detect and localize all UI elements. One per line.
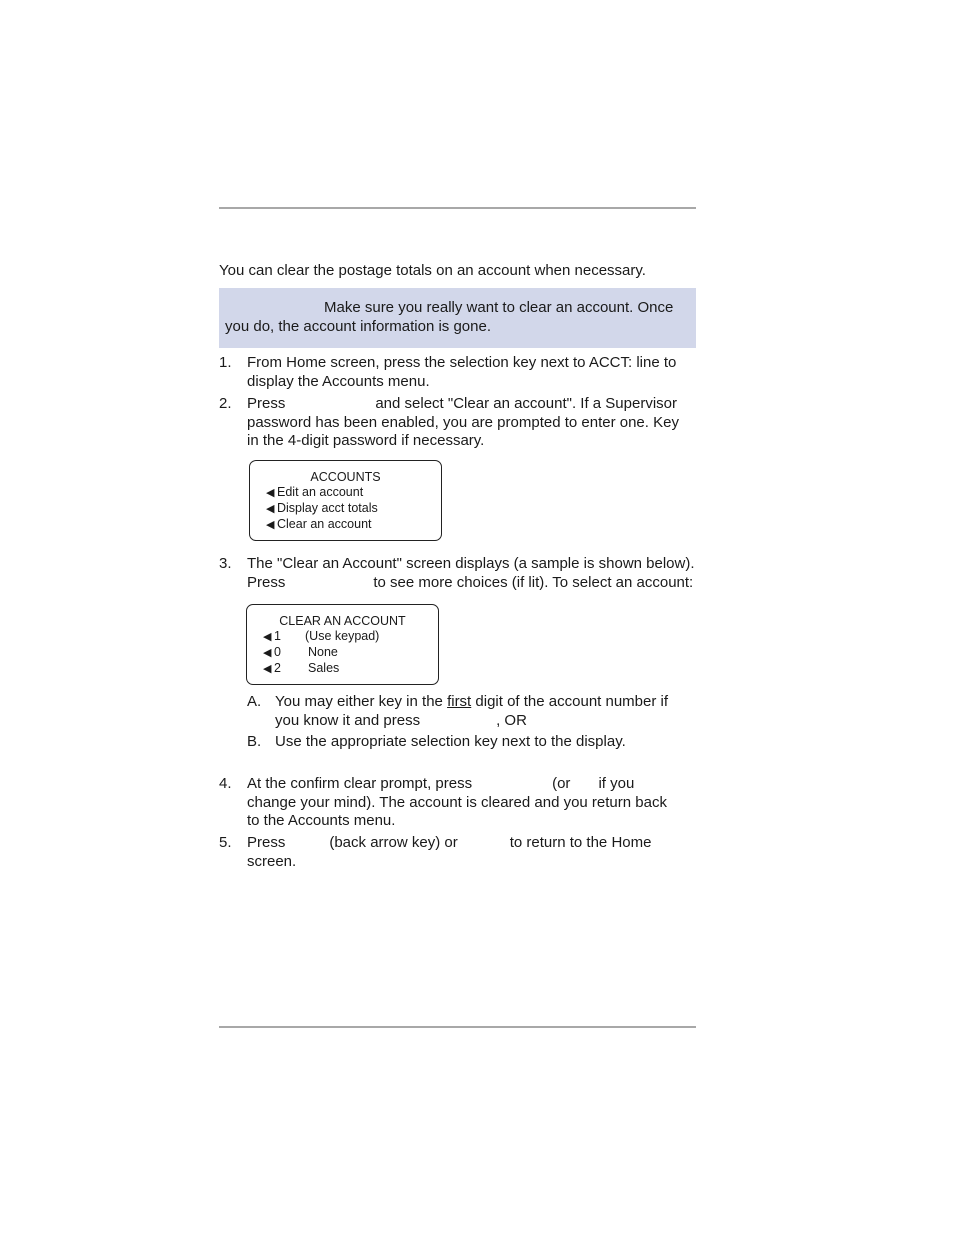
substep-b (247, 733, 697, 752)
step-number: 3. (219, 555, 232, 572)
lcd-account-row: ◀ 2 Sales (263, 661, 340, 675)
substep-text: Use the appropriate selection key next to the display. (275, 733, 626, 750)
step-number: 4. (219, 775, 232, 792)
step-4 (219, 775, 697, 831)
lcd-menu-item: ◀ Display acct totals (266, 501, 378, 515)
step-text: screen. (247, 852, 297, 870)
left-arrow-icon: ◀ (263, 631, 272, 643)
left-arrow-icon: ◀ (266, 519, 275, 531)
step-text: (back arrow key) or (329, 834, 458, 851)
accounts-lcd-screen (249, 460, 442, 541)
step-1 (219, 354, 697, 391)
caution-box (219, 288, 696, 348)
step-text: and select "Clear an account". If a Supervisor (375, 395, 677, 412)
step-number: 5. (219, 834, 232, 851)
lcd-menu-item: ◀ Clear an account (266, 517, 372, 531)
step-text: display the Accounts menu. (247, 372, 430, 390)
step-5 (219, 834, 697, 871)
substep-text: you know it and press (275, 711, 421, 729)
substep-letter: B. (247, 733, 262, 750)
left-arrow-icon: ◀ (266, 503, 275, 515)
step-text: to the Accounts menu. (247, 812, 396, 829)
substep-letter: A. (247, 693, 262, 710)
emphasis-first: first (447, 693, 472, 710)
step-text: Press (247, 395, 286, 412)
substep-text: You may either key in the (275, 693, 443, 710)
clear-account-lcd-screen (246, 604, 439, 685)
lcd-title: ACCOUNTS (310, 470, 381, 484)
step-text: Press (247, 573, 286, 591)
header-rule (219, 207, 696, 209)
step-text: Press (247, 834, 286, 851)
step-number: 2. (219, 395, 232, 412)
substep-text: , OR (496, 711, 527, 729)
step-number: 1. (219, 354, 232, 371)
step-text: if you (598, 775, 635, 792)
lcd-account-row: ◀ 1 (Use keypad) (263, 629, 380, 643)
step-2 (219, 395, 697, 451)
lcd-menu-item: ◀ Edit an account (266, 485, 364, 499)
left-arrow-icon: ◀ (266, 487, 275, 499)
step-text: (or (552, 775, 571, 792)
intro-text: You can clear the postage totals on an account when necessary. (219, 262, 646, 279)
step-text: At the confirm clear prompt, press (247, 775, 473, 792)
step-3 (219, 555, 697, 592)
left-arrow-icon: ◀ (263, 647, 272, 659)
step-text: password has been enabled, you are prompted to enter one. Key (247, 413, 679, 431)
step-text: change your mind). The account is cleared and you return back (247, 793, 667, 811)
substep-a (247, 693, 697, 730)
footer-rule (219, 1026, 696, 1028)
step-text: From Home screen, press the selection key next to ACCT: line to (247, 354, 677, 371)
step-text: to return to the Home (509, 834, 652, 851)
substep-text: digit of the account number if (475, 693, 669, 710)
step-text: The "Clear an Account" screen displays (a sample is shown below). (247, 555, 695, 572)
left-arrow-icon: ◀ (263, 663, 272, 675)
caution-text-b: you do, the account information is gone. (225, 317, 492, 335)
caution-text-a: Make sure you really want to clear an account. Once (324, 299, 674, 316)
step-text: to see more choices (if lit). To select an account: (373, 573, 694, 591)
lcd-account-row: ◀ 0 None (263, 645, 338, 659)
step-text: in the 4-digit password if necessary. (247, 432, 485, 449)
lcd-title: CLEAR AN ACCOUNT (279, 614, 406, 628)
